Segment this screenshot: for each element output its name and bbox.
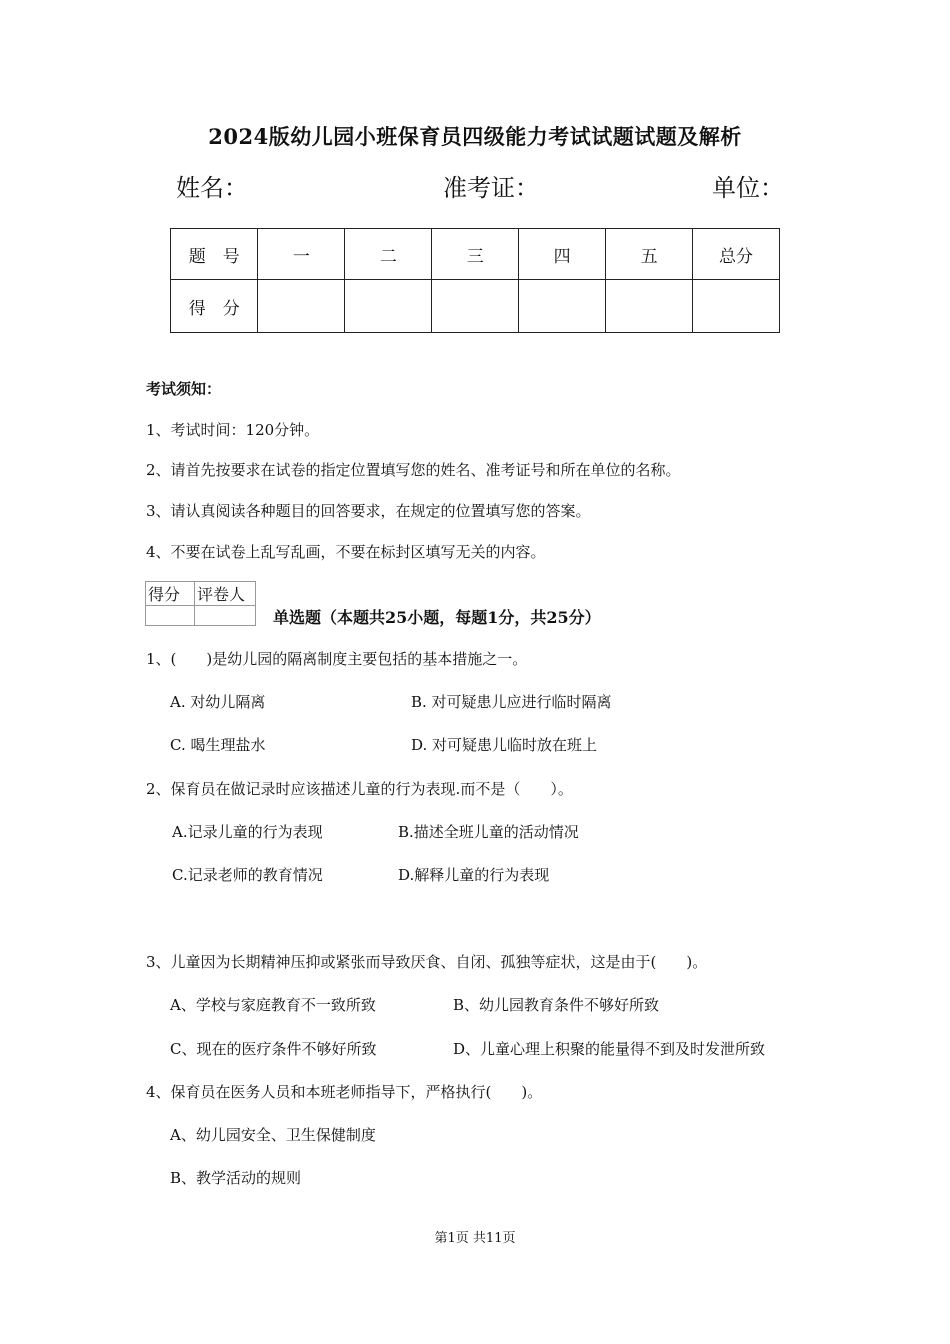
question-stem: 1、( )是幼儿园的隔离制度主要包括的基本措施之一。: [146, 650, 528, 668]
question-option: A、学校与家庭教育不一致所致: [170, 996, 376, 1014]
score-input-cell[interactable]: [606, 280, 693, 333]
score-header-cell: 一: [258, 229, 345, 280]
notice-item: 1、考试时间：120分钟。: [146, 421, 320, 439]
score-input-cell[interactable]: [693, 280, 780, 333]
question-option: D、儿童心理上积聚的能量得不到及时发泄所致: [453, 1040, 766, 1058]
score-header-cell: 题 号: [171, 229, 258, 280]
question-option: D.解释儿童的行为表现: [398, 866, 550, 884]
score-header-cell: 总分: [693, 229, 780, 280]
score-row-label: 得 分: [171, 280, 258, 333]
score-input-cell[interactable]: [432, 280, 519, 333]
score-input-cell[interactable]: [519, 280, 606, 333]
notice-item: 3、请认真阅读各种题目的回答要求，在规定的位置填写您的答案。: [146, 502, 591, 520]
notice-item: 4、不要在试卷上乱写乱画，不要在标封区填写无关的内容。: [146, 543, 546, 561]
score-input-cell[interactable]: [345, 280, 432, 333]
notice-item: 2、请首先按要求在试卷的指定位置填写您的姓名、准考证号和所在单位的名称。: [146, 461, 681, 479]
question-option: C. 喝生理盐水: [170, 736, 266, 754]
score-table-score-row: [171, 280, 780, 333]
question-option: C.记录老师的教育情况: [172, 866, 323, 884]
score-table: [170, 228, 780, 333]
grader-score-cell[interactable]: [146, 606, 195, 626]
question-option: A. 对幼儿隔离: [170, 693, 266, 711]
grader-score-label: 得分: [146, 582, 195, 606]
name-field-label: 姓名：: [176, 174, 248, 202]
grader-name-label: 评卷人: [195, 582, 256, 606]
question-option: B. 对可疑患儿应进行临时隔离: [411, 693, 612, 711]
question-option: C、现在的医疗条件不够好所致: [170, 1040, 377, 1058]
score-header-cell: 三: [432, 229, 519, 280]
question-option: B、幼儿园教育条件不够好所致: [453, 996, 660, 1014]
question-stem: 2、保育员在做记录时应该描述儿童的行为表现.而不是（ ）。: [146, 780, 573, 798]
question-option: B、教学活动的规则: [170, 1169, 302, 1187]
page-footer: 第1页 共11页: [434, 1231, 516, 1246]
question-option: A.记录儿童的行为表现: [172, 823, 323, 841]
unit-field-label: 单位：: [712, 174, 784, 202]
score-header-cell: 四: [519, 229, 606, 280]
question-option: A、幼儿园安全、卫生保健制度: [170, 1126, 376, 1144]
score-input-cell[interactable]: [258, 280, 345, 333]
question-stem: 3、儿童因为长期精神压抑或紧张而导致厌食、自闭、孤独等症状，这是由于( )。: [146, 953, 708, 971]
notice-title: 考试须知：: [146, 380, 222, 398]
exam-id-field-label: 准考证：: [443, 174, 539, 202]
grader-table: [145, 581, 256, 626]
page-title: 2024版幼儿园小班保育员四级能力考试试题试题及解析: [208, 124, 742, 149]
grader-name-cell[interactable]: [195, 606, 256, 626]
question-option: B.描述全班儿童的活动情况: [398, 823, 579, 841]
score-header-cell: 五: [606, 229, 693, 280]
score-table-header-row: [171, 229, 780, 280]
question-stem: 4、保育员在医务人员和本班老师指导下，严格执行( )。: [146, 1083, 543, 1101]
section-title: 单选题（本题共25小题，每题1分，共25分）: [273, 608, 601, 627]
question-option: D. 对可疑患儿临时放在班上: [411, 736, 598, 754]
score-header-cell: 二: [345, 229, 432, 280]
